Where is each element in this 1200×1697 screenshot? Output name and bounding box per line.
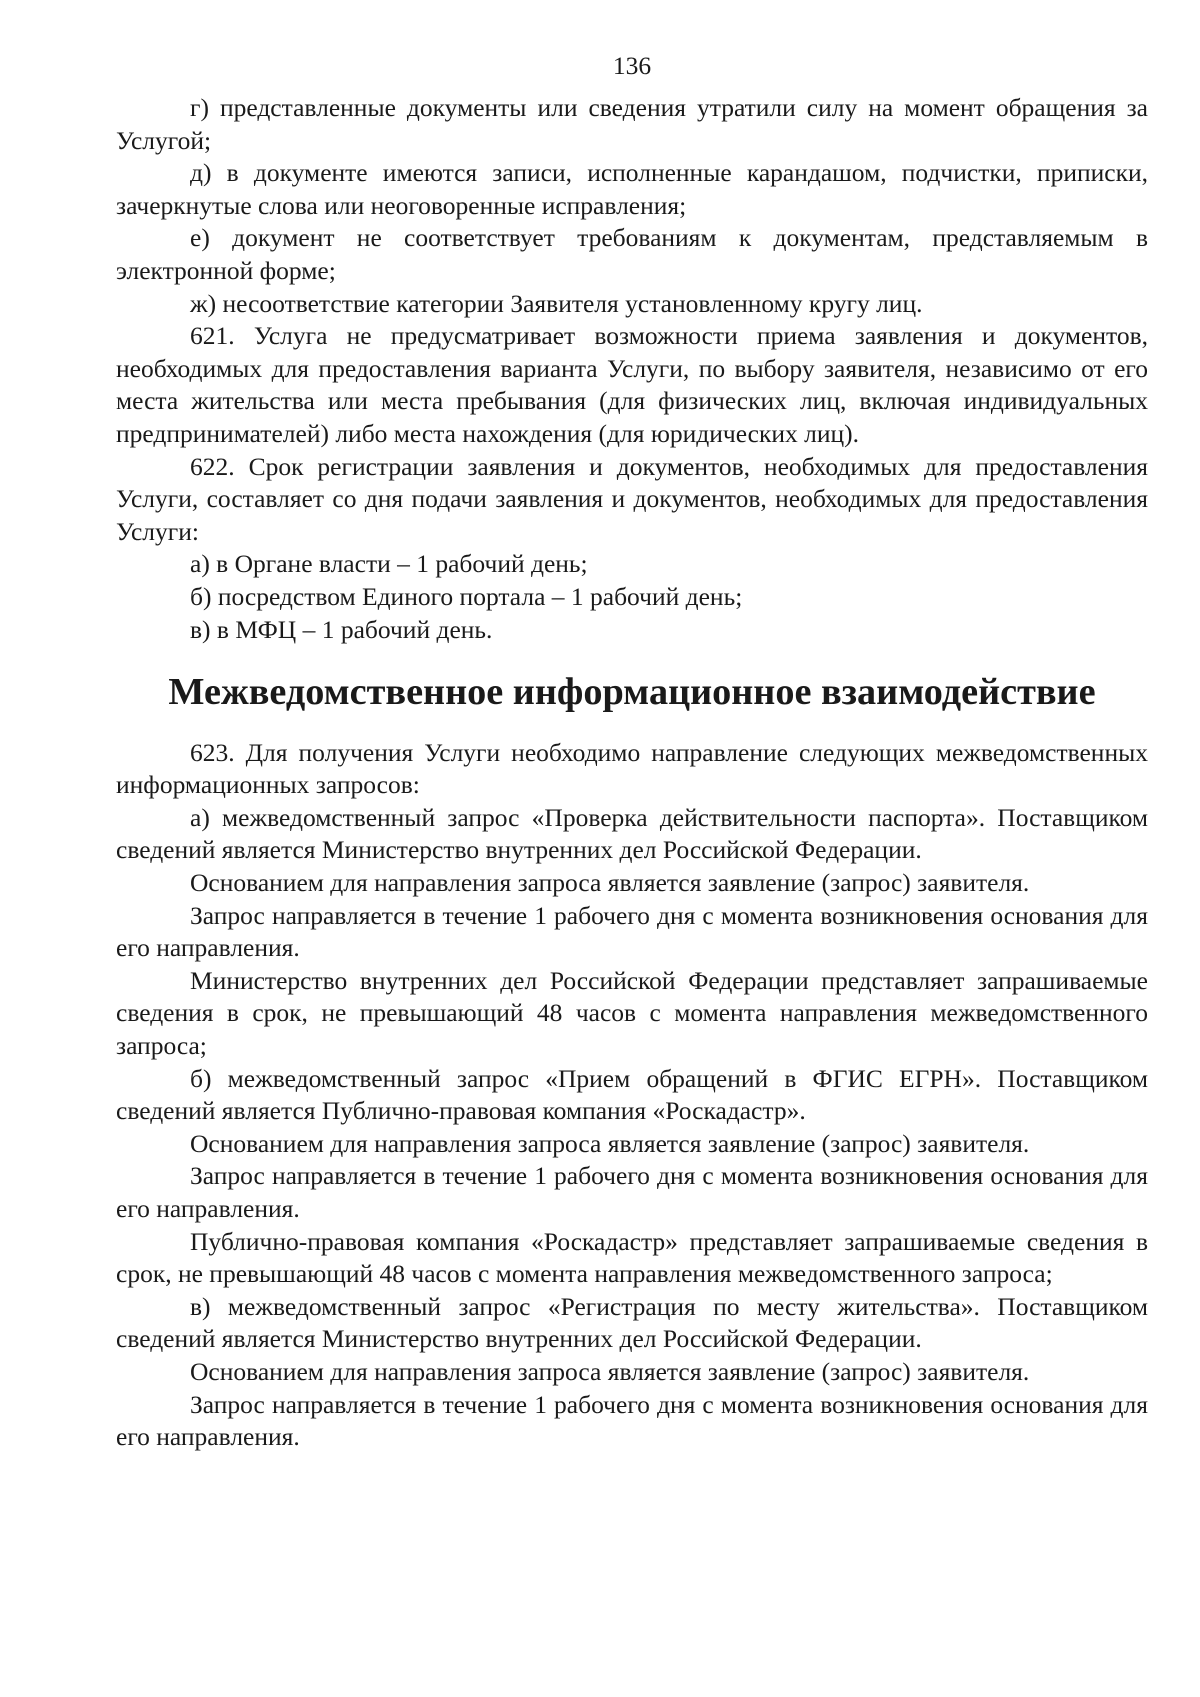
paragraph-623-v: в) межведомственный запрос «Регистрация по месту жительства». Поставщиком сведений является Министерство внутренних дел Российской Федерации. — [116, 1291, 1148, 1354]
paragraph-623-v-basis: Основанием для направления запроса является заявление (запрос) заявителя. — [190, 1356, 1030, 1386]
paragraph-item-zh: ж) несоответствие категории Заявителя установленному кругу лиц. — [190, 288, 923, 318]
paragraph-622-a: а) в Органе власти – 1 рабочий день; — [190, 549, 588, 579]
paragraph-623-a-timing: Запрос направляется в течение 1 рабочего дня с момента возникновения основания для его направления. — [116, 900, 1148, 963]
paragraph-623-a-basis: Основанием для направления запроса является заявление (запрос) заявителя. — [190, 868, 1030, 898]
paragraph-623-b: б) межведомственный запрос «Прием обращений в ФГИС ЕГРН». Поставщиком сведений является Публично-правовая компания «Роскадастр». — [116, 1063, 1148, 1126]
document-page — [116, 50, 1148, 1454]
page-number: 136 — [612, 51, 652, 80]
paragraph-621: 621. Услуга не предусматривает возможности приема заявления и документов, необходимых для предоставления варианта Услуги, по выбору заявителя, независимо от его места жительства или места пребывания (для физических лиц, включая индивидуальных предпринимателей) либо места нахождения (для юридических лиц). — [116, 321, 1148, 448]
section-heading: Межведомственное информационное взаимодействие — [168, 671, 1096, 714]
paragraph-623-a: а) межведомственный запрос «Проверка действительности паспорта». Поставщиком сведений является Министерство внутренних дел Российской Федерации. — [116, 802, 1148, 865]
paragraph-623-b-response: Публично-правовая компания «Роскадастр» представляет запрашиваемые сведения в срок, не превышающий 48 часов с момента направления межведомственного запроса; — [116, 1226, 1148, 1289]
paragraph-623-b-basis: Основанием для направления запроса является заявление (запрос) заявителя. — [190, 1128, 1030, 1158]
paragraph-622: 622. Срок регистрации заявления и документов, необходимых для предоставления Услуги, составляет со дня подачи заявления и документов, необходимых для предоставления Услуги: — [116, 451, 1148, 546]
paragraph-item-e: е) документ не соответствует требованиям к документам, представляемым в электронной форме; — [116, 223, 1148, 285]
paragraph-622-b: б) посредством Единого портала – 1 рабочий день; — [190, 581, 743, 611]
paragraph-623-b-timing: Запрос направляется в течение 1 рабочего дня с момента возникновения основания для его направления. — [116, 1161, 1148, 1223]
paragraph-622-v: в) в МФЦ – 1 рабочий день. — [190, 614, 493, 644]
paragraph-623-a-response: Министерство внутренних дел Российской Федерации представляет запрашиваемые сведения в срок, не превышающий 48 часов с момента направления межведомственного запроса; — [116, 965, 1148, 1061]
paragraph-item-g: г) представленные документы или сведения утратили силу на момент обращения за Услугой; — [116, 93, 1148, 155]
paragraph-623: 623. Для получения Услуги необходимо направление следующих межведомственных информационных запросов: — [116, 737, 1148, 800]
paragraph-item-d: д) в документе имеются записи, исполненные карандашом, подчистки, приписки, зачеркнутые слова или неоговоренные исправления; — [116, 158, 1148, 220]
paragraph-623-v-timing: Запрос направляется в течение 1 рабочего дня с момента возникновения основания для его направления. — [116, 1389, 1148, 1452]
